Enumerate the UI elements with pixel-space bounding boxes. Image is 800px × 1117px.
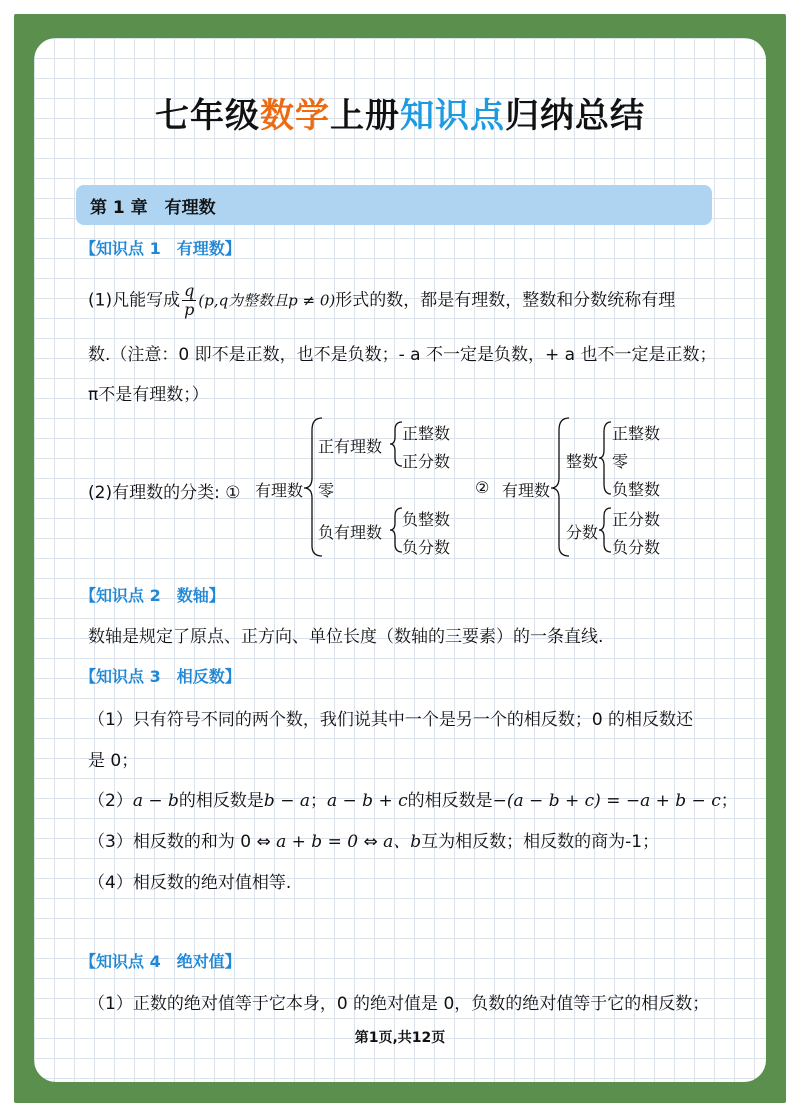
kp3-heading: 【知识点 3 相反数】 — [80, 667, 241, 686]
kp1-line3: π不是有理数；） — [88, 385, 209, 405]
kp3-line2: 是 0； — [88, 751, 139, 771]
kp3-line4: （3）相反数的和为 0 ⇔ a + b = 0 ⇔ a、b互为相反数；相反数的商为-1； — [88, 832, 660, 852]
tree1-negative: 负有理数 — [318, 523, 383, 542]
page-title: 七年级数学上册知识点归纳总结 — [155, 96, 645, 136]
tree2-integer: 整数 — [566, 452, 599, 471]
classification-label: (2)有理数的分类: ① — [88, 483, 241, 503]
tree2-root: 有理数 — [502, 481, 551, 500]
fraction-q-over-p: $\frac{q}{p}$ — [184, 281, 195, 319]
kp2-line1: 数轴是规定了原点、正方向、单位长度（数轴的三要素）的一条直线. — [88, 627, 604, 647]
page-number: 第1页,共12页 — [354, 1030, 446, 1046]
tree2-marker: ② — [475, 478, 490, 497]
tree1-positive-fraction: 正分数 — [402, 452, 451, 471]
kp4-line1: （1）正数的绝对值等于它本身，0 的绝对值是 0，负数的绝对值等于它的相反数； — [88, 994, 710, 1014]
tree2-fraction: 分数 — [566, 523, 599, 542]
tree1-root: 有理数 — [255, 481, 304, 500]
tree1-positive-integer: 正整数 — [402, 424, 451, 443]
tree2-positive-fraction: 正分数 — [612, 510, 661, 529]
kp3-line5: （4）相反数的绝对值相等. — [88, 873, 292, 893]
tree2-positive-integer: 正整数 — [612, 424, 661, 443]
kp4-heading: 【知识点 4 绝对值】 — [80, 952, 241, 971]
tree1-positive: 正有理数 — [318, 437, 383, 456]
kp1-line1: (1)凡能写成 $\frac{q}{p}$ (p,q为整数且p ≠ 0)形式的数，都是有理数，整数和分数统称有理 — [88, 281, 676, 319]
kp3-line1: （1）只有符号不同的两个数，我们说其中一个是另一个的相反数；0 的相反数还 — [88, 710, 694, 730]
tree2-negative-integer: 负整数 — [612, 480, 661, 499]
tree1-zero: 零 — [318, 481, 335, 500]
tree2-negative-fraction: 负分数 — [612, 538, 661, 557]
kp1-line2: 数.（注意：0 即不是正数，也不是负数；- a 不一定是负数，+ a 也不一定是正数； — [88, 345, 717, 365]
kp2-heading: 【知识点 2 数轴】 — [80, 586, 225, 605]
tree1-negative-fraction: 负分数 — [402, 538, 451, 557]
kp1-heading: 【知识点 1 有理数】 — [80, 239, 241, 258]
kp3-line3: （2）a − b的相反数是b − a；a − b + c的相反数是−(a − b + c) = −a + b − c； — [88, 791, 738, 811]
tree2-zero: 零 — [612, 452, 629, 471]
tree1-negative-integer: 负整数 — [402, 510, 451, 529]
chapter-title: 第 1 章 有理数 — [90, 198, 216, 218]
